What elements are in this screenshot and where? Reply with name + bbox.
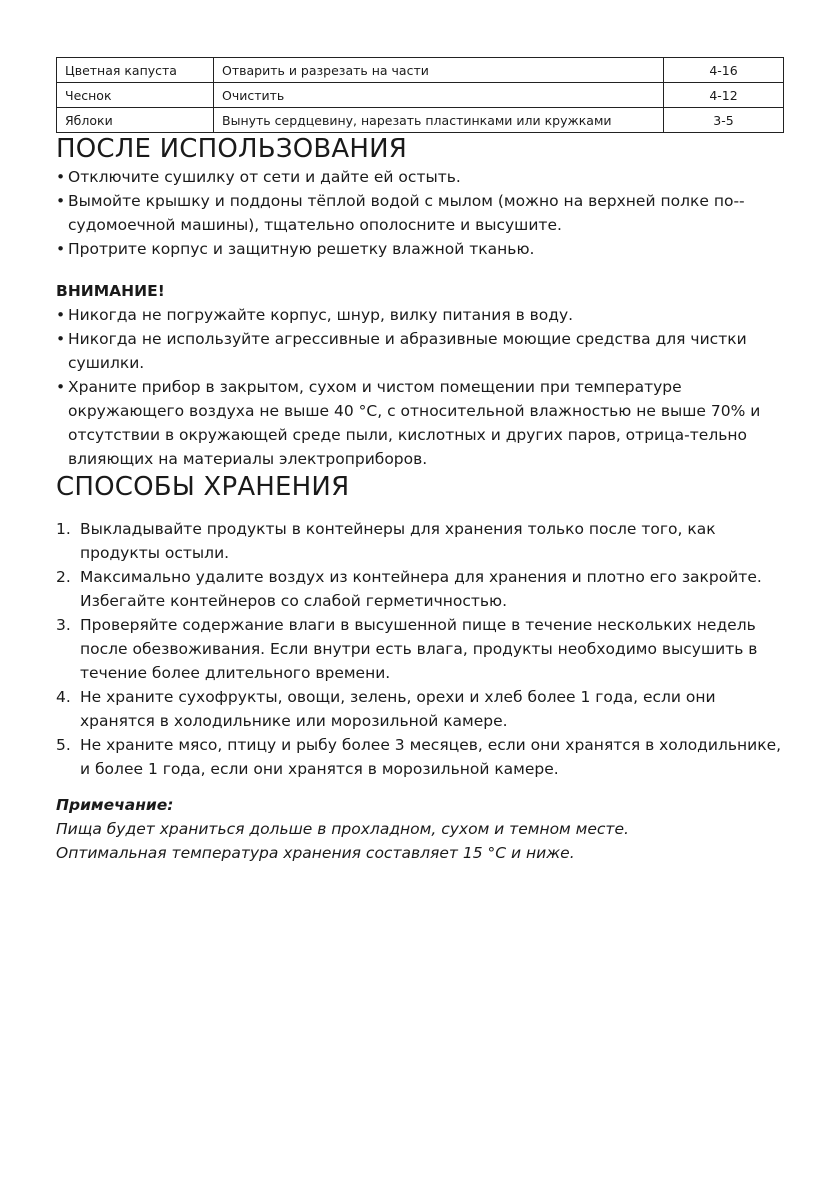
bullet-icon: • <box>56 306 66 324</box>
list-item-text: Проверяйте содержание влаги в высушенной пище в течение нескольких недель после обезвоживания. Если внутри есть влага, продукты необходимо высушить в течение более длительного времени. <box>80 616 758 682</box>
note-line: Оптимальная температура хранения составляет 15 °С и ниже. <box>56 844 575 862</box>
list-item <box>56 565 783 613</box>
list-item-text: Протрите корпус и защитную решетку влажной тканью. <box>68 240 535 258</box>
list-item-text: Никогда не используйте агрессивные и абразивные моющие средства для чистки сушилки. <box>68 330 747 372</box>
list-item-text: Максимально удалите воздух из контейнера для хранения и плотно его закройте. Избегайте контейнеров со слабой герметичностью. <box>80 568 762 610</box>
prep-cell: Очистить <box>214 83 664 108</box>
table-row <box>57 58 784 83</box>
note-line: Пища будет храниться дольше в прохладном, сухом и темном месте. <box>56 820 629 838</box>
bullet-icon: • <box>56 168 66 186</box>
time-cell: 4-12 <box>664 83 784 108</box>
list-item <box>56 517 783 565</box>
list-item <box>56 327 783 375</box>
product-cell: Яблоки <box>57 108 214 133</box>
storage-title: СПОСОБЫ ХРАНЕНИЯ <box>56 472 350 502</box>
note-block <box>56 793 783 865</box>
time-cell: 3-5 <box>664 108 784 133</box>
note-title: Примечание: <box>56 796 174 814</box>
list-item-text: Вымойте крышку и поддоны тёплой водой с мылом (можно на верхней полке по-судомоечной машины), тщательно ополосните и высушите. <box>68 192 745 234</box>
step-number: 2. <box>56 568 71 586</box>
list-item-text: Не храните сухофрукты, овощи, зелень, орехи и хлеб более 1 года, если они хранятся в холодильнике или морозильной камере. <box>80 688 716 730</box>
list-item <box>56 189 783 237</box>
after-use-title: ПОСЛЕ ИСПОЛЬЗОВАНИЯ <box>56 134 408 164</box>
step-number: 5. <box>56 736 71 754</box>
step-number: 3. <box>56 616 71 634</box>
prep-cell: Отварить и разрезать на части <box>214 58 664 83</box>
document-page <box>56 57 783 865</box>
list-item-text: Выкладывайте продукты в контейнеры для хранения только после того, как продукты остыли. <box>80 520 716 562</box>
bullet-icon: • <box>56 192 66 210</box>
prep-cell: Вынуть сердцевину, нарезать пластинками или кружками <box>214 108 664 133</box>
list-item-text: Отключите сушилку от сети и дайте ей остыть. <box>68 168 461 186</box>
warning-list <box>56 303 783 471</box>
list-item <box>56 375 783 471</box>
list-item <box>56 685 783 733</box>
product-cell: Цветная капуста <box>57 58 214 83</box>
warning-heading: ВНИМАНИЕ! <box>56 282 165 300</box>
list-item <box>56 165 783 189</box>
table-row <box>57 108 784 133</box>
list-item <box>56 237 783 261</box>
step-number: 4. <box>56 688 71 706</box>
table-row <box>57 83 784 108</box>
time-cell: 4-16 <box>664 58 784 83</box>
list-item <box>56 613 783 685</box>
list-item <box>56 303 783 327</box>
step-number: 1. <box>56 520 71 538</box>
bullet-icon: • <box>56 240 66 258</box>
bullet-icon: • <box>56 378 66 396</box>
list-item-text: Никогда не погружайте корпус, шнур, вилку питания в воду. <box>68 306 574 324</box>
after-use-list <box>56 165 783 261</box>
list-item-text: Храните прибор в закрытом, сухом и чистом помещении при температуре окружающего воздуха не выше 40 °С, с относительной влажностью не выше 70% и отсутствии в окружающей среде пыли, кислотных и других паров, отрица-тельно влияющих на материалы электроприборов. <box>68 378 761 468</box>
product-cell: Чеснок <box>57 83 214 108</box>
bullet-icon: • <box>56 330 66 348</box>
list-item-text: Не храните мясо, птицу и рыбу более 3 месяцев, если они хранятся в холодильнике, и более 1 года, если они хранятся в морозильной камере. <box>80 736 782 778</box>
list-item <box>56 733 783 781</box>
storage-steps-list <box>56 517 783 781</box>
produce-table <box>56 57 784 133</box>
